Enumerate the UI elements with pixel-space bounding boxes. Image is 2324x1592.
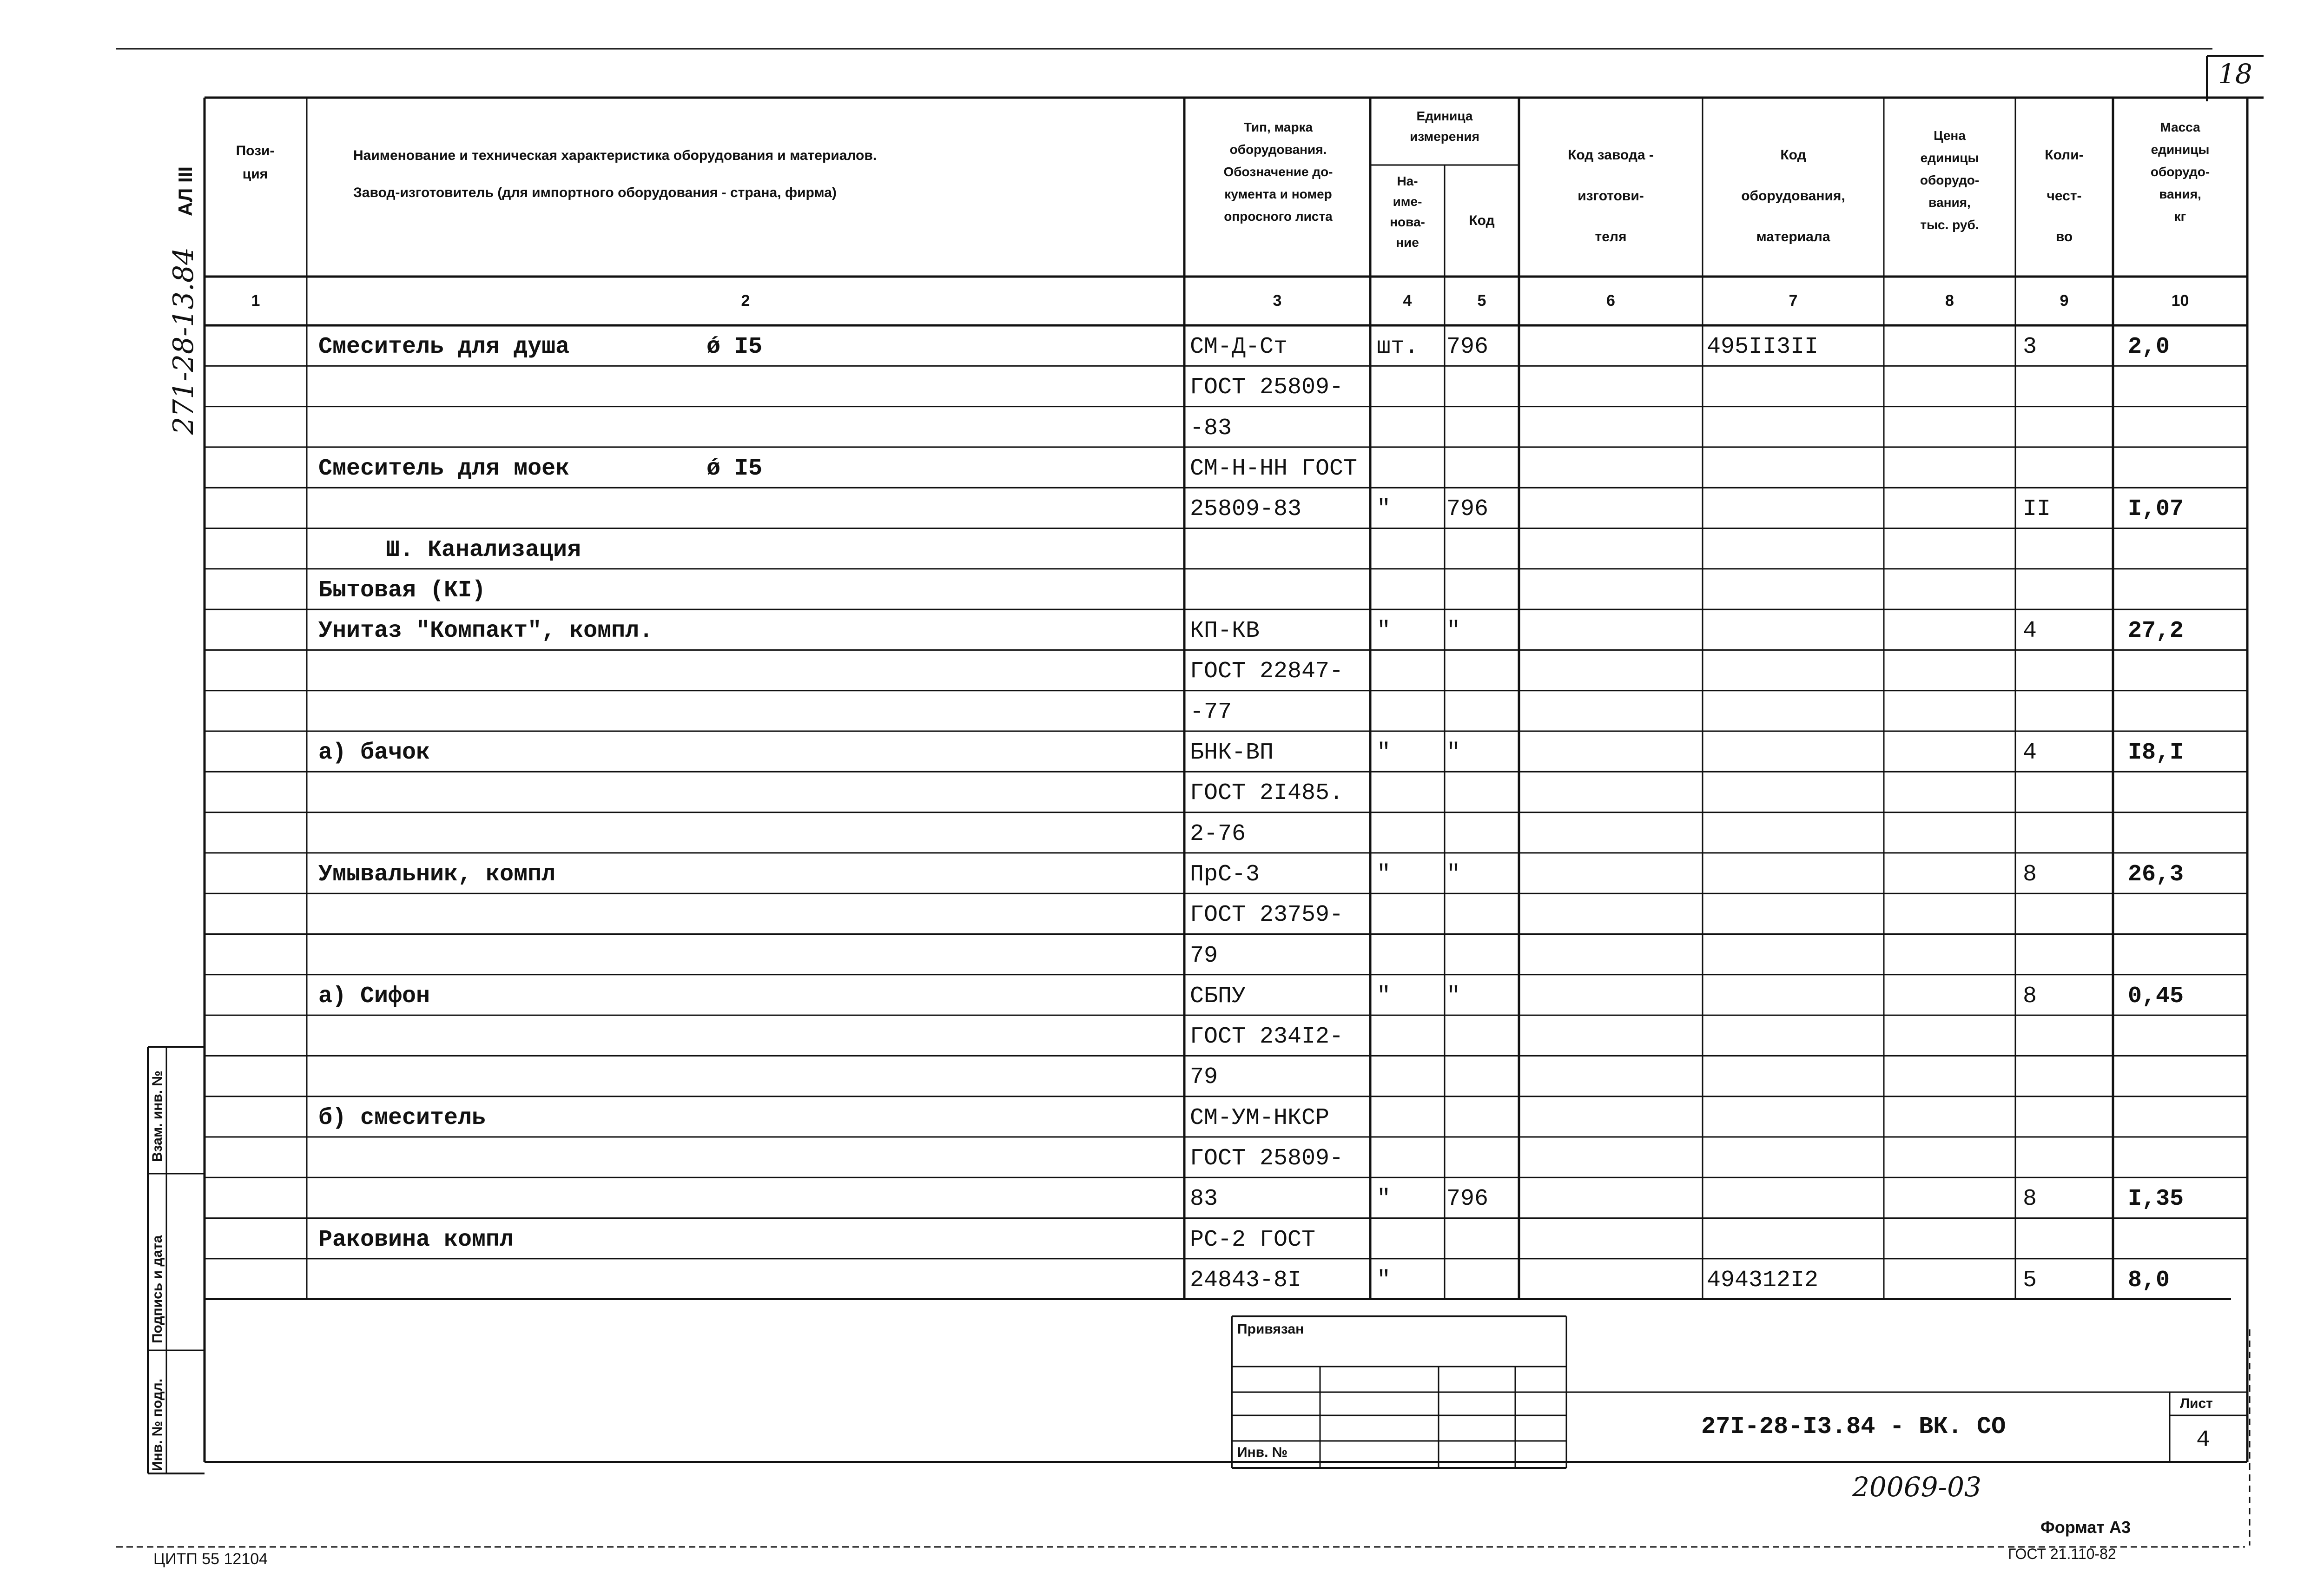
item-type: СМ-УМ-НКСР [1190,1104,1330,1131]
item-name: а) бачок [318,740,430,766]
item-unit-code: " [1446,618,1461,645]
stamp-privyazan: Привязан [1237,1321,1304,1337]
header-material-code: Код оборудования, материала [1741,147,1845,244]
item-type: ПрС-3 [1190,861,1260,888]
column-number: 9 [2060,292,2069,310]
column-number: 1 [251,292,260,310]
item-quantity: 8 [2023,1186,2037,1213]
item-quantity: 4 [2023,618,2037,645]
item-diameter: ǿ I5 [706,334,763,360]
item-unit-code: " [1446,983,1461,1010]
item-type: -83 [1190,415,1232,442]
item-name: Смеситель для моек [318,455,570,482]
stamp-doc-code: 27I-28-I3.84 - ВК. СО [1701,1413,2006,1440]
header-mass: Масса единицы оборудо- вания, кг [2150,120,2210,224]
item-name: Раковина компл [318,1226,514,1253]
item-mass: I8,I [2128,740,2184,766]
item-quantity: 5 [2023,1267,2037,1294]
item-unit-code: 796 [1446,334,1489,360]
header-price: Цена единицы оборудо- вания, тыс. руб. [1920,128,1980,232]
item-material-code: 495II3II [1707,334,1819,360]
margin-inv-podl: Инв. № подл. [150,1378,165,1471]
column-number: 5 [1477,292,1486,310]
item-mass: 2,0 [2128,334,2170,360]
item-quantity: 8 [2023,861,2037,888]
header-position: Пози- ция [236,143,275,182]
item-unit-code: 796 [1446,496,1489,523]
margin-vzam-inv: Взам. инв. № [150,1070,165,1162]
header-type: Тип, марка оборудования. Обозначение до- кумента и номер опросного листа [1223,120,1333,224]
item-type: 79 [1190,942,1218,969]
item-type: КП-КВ [1190,618,1260,645]
item-name: б) смеситель [318,1104,486,1131]
item-unit-code: 796 [1446,1186,1489,1213]
item-type: СМ-Д-Ст [1190,334,1288,360]
item-unit: " [1377,618,1391,645]
item-type: ГОСТ 234I2- [1190,1024,1344,1050]
item-type: 24843-8I [1190,1267,1302,1294]
item-mass: 0,45 [2128,983,2184,1010]
item-type: 83 [1190,1186,1218,1213]
item-name: Смеситель для душа [318,334,570,360]
item-type: 79 [1190,1064,1218,1091]
item-type: РС-2 ГОСТ [1190,1226,1316,1253]
tsitp-footer: ЦИТП 55 12104 [153,1550,268,1568]
format-label: Формат А3 [2040,1518,2131,1537]
item-type: ГОСТ 25809- [1190,1145,1344,1172]
column-number: 7 [1789,292,1798,310]
item-unit: шт. [1377,334,1419,360]
gost-footer: ГОСТ 21.110-82 [2008,1546,2116,1562]
item-name: Унитаз "Компакт", компл. [318,618,654,645]
item-type: БНК-ВП [1190,740,1274,766]
item-diameter: ǿ I5 [706,455,763,482]
item-unit: " [1377,983,1391,1010]
item-unit-code: " [1446,740,1461,766]
stamp-inv-no: Инв. № [1237,1445,1288,1460]
header-unit-group: Единица измерения [1410,109,1479,144]
item-type: ГОСТ 22847- [1190,658,1344,685]
header-unit-name: На- име- нова- ние [1390,174,1425,250]
item-unit: " [1377,861,1391,888]
item-quantity: II [2023,496,2051,523]
item-name: Бытовая (КI) [318,577,486,604]
item-unit: " [1377,740,1391,766]
item-quantity: 4 [2023,740,2037,766]
header-quantity: Коли- чест- во [2045,147,2084,244]
column-number: 8 [1945,292,1954,310]
item-type: 25809-83 [1190,496,1302,523]
stamp-list-number: 4 [2196,1427,2211,1453]
item-mass: 8,0 [2128,1267,2170,1294]
item-mass: I,07 [2128,496,2184,523]
item-type: ГОСТ 25809- [1190,374,1344,401]
side-album: АЛ III [174,166,196,216]
side-doc-code: 271-28-13.84 [167,247,200,435]
item-material-code: 494312I2 [1707,1267,1819,1294]
item-name: Умывальник, компл [318,861,556,888]
item-unit-code: " [1446,861,1461,888]
item-type: СБПУ [1190,983,1246,1010]
column-number: 2 [741,292,750,310]
item-unit: " [1377,1186,1391,1213]
column-number: 6 [1606,292,1615,310]
item-type: СМ-Н-НН ГОСТ [1190,455,1358,482]
item-unit: " [1377,1267,1391,1294]
item-name: а) Сифон [318,983,430,1010]
item-mass: I,35 [2128,1186,2184,1213]
item-quantity: 3 [2023,334,2037,360]
header-factory-code: Код завода - изготови- теля [1568,147,1654,244]
margin-podpis-data: Подпись и дата [150,1235,165,1343]
column-number: 3 [1273,292,1282,310]
section-heading: Ш. Канализация [386,536,581,563]
item-type: ГОСТ 2I485. [1190,780,1344,807]
stamp-list-label: Лист [2180,1396,2213,1411]
header-unit-code: Код [1469,213,1495,228]
item-type: ГОСТ 23759- [1190,902,1344,929]
sheet-number-corner: 18 [2218,58,2252,90]
header-name: Наименование и техническая характеристика оборудования и материалов. Завод-изготовитель (для импортного оборудования - страна, фирма) [353,148,877,200]
item-mass: 26,3 [2128,861,2184,888]
item-type: 2-76 [1190,820,1246,847]
item-type: -77 [1190,699,1232,726]
item-mass: 27,2 [2128,618,2184,645]
handwritten-number: 20069-03 [1852,1471,1981,1503]
item-quantity: 8 [2023,983,2037,1010]
column-number: 10 [2171,292,2189,310]
column-number: 4 [1403,292,1412,310]
item-unit: " [1377,496,1391,523]
